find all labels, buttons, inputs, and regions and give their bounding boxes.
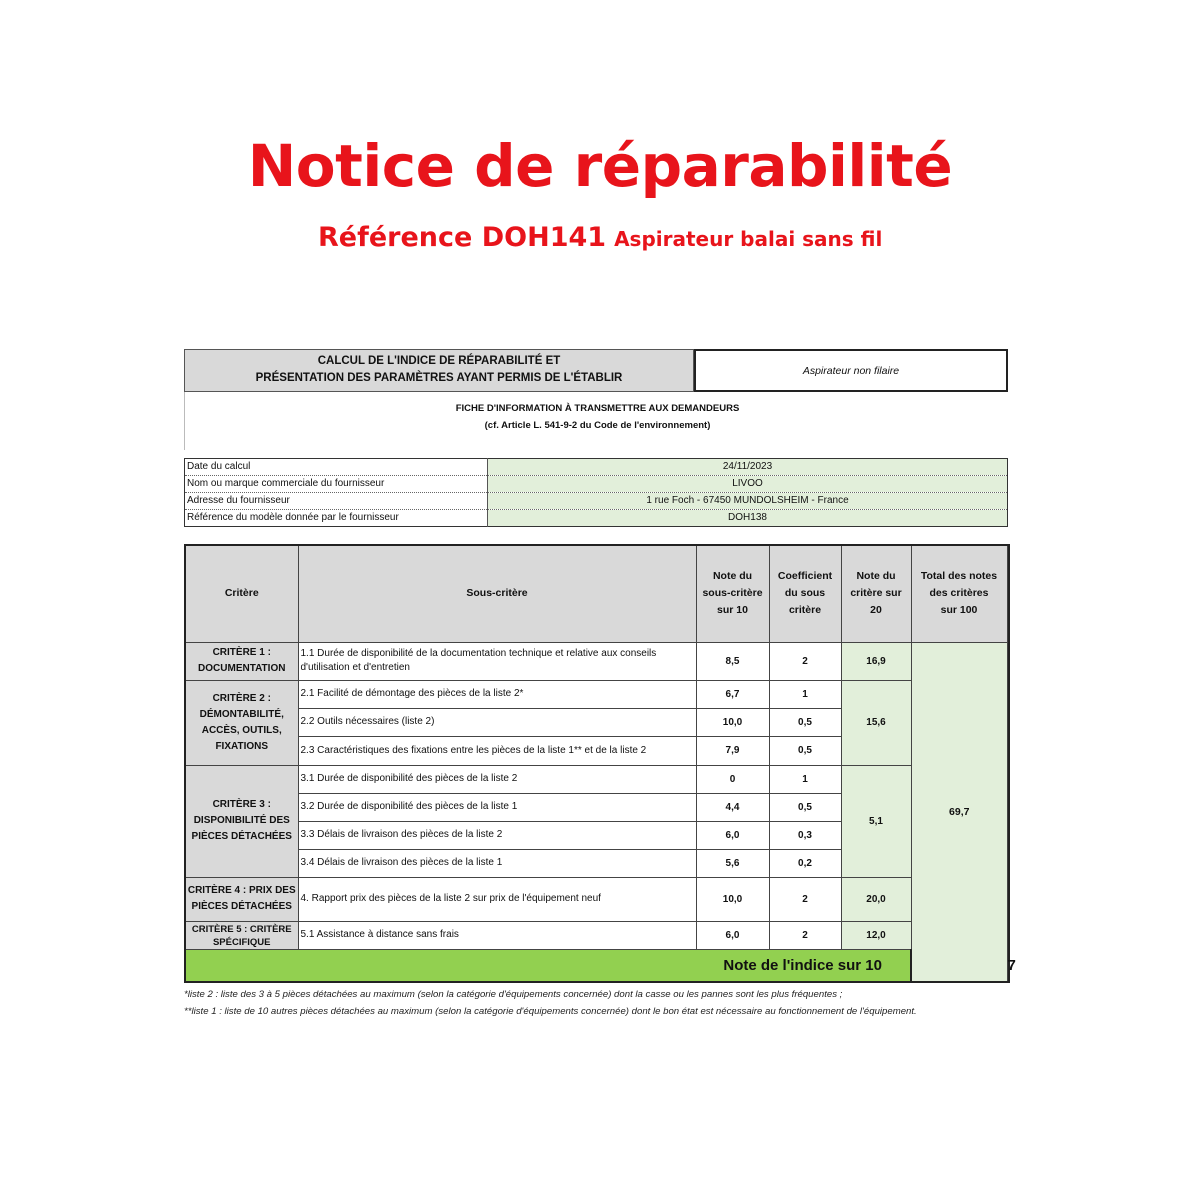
table-row bbox=[185, 642, 1009, 680]
table-header-row bbox=[185, 545, 1009, 642]
reference-text: Référence DOH141 bbox=[318, 222, 607, 253]
criterion-5: CRITÈRE 5 : CRITÈRE SPÉCIFIQUE bbox=[185, 921, 298, 949]
table-row bbox=[185, 680, 1009, 708]
sub-coef: 0,5 bbox=[769, 793, 841, 821]
col-critere: Critère bbox=[185, 545, 298, 642]
sub-criterion-label: 1.1 Durée de disponibilité de la documentation technique et relative aux conseils d'utilisation et d'entretien bbox=[298, 642, 696, 680]
sub-criterion-label: 2.3 Caractéristiques des fixations entre les pièces de la liste 1** et de la liste 2 bbox=[298, 736, 696, 765]
info-value: 24/11/2023 bbox=[488, 459, 1008, 476]
criterion-3: CRITÈRE 3 : DISPONIBILITÉ DES PIÈCES DÉTACHÉES bbox=[185, 765, 298, 877]
sub-criterion-label: 2.1 Facilité de démontage des pièces de la liste 2* bbox=[298, 680, 696, 708]
header-line-2: PRÉSENTATION DES PARAMÈTRES AYANT PERMIS DE L'ÉTABLIR bbox=[255, 372, 623, 384]
sub-criterion-label: 2.2 Outils nécessaires (liste 2) bbox=[298, 708, 696, 736]
col-total: Total des notes des critères sur 100 bbox=[911, 545, 1007, 642]
info-row bbox=[185, 476, 1008, 493]
info-row bbox=[185, 493, 1008, 510]
sub-criterion-label: 5.1 Assistance à distance sans frais bbox=[298, 921, 696, 949]
criterion-score: 5,1 bbox=[841, 765, 911, 877]
sub-criterion-label: 3.4 Délais de livraison des pièces de la liste 1 bbox=[298, 849, 696, 877]
header-line-1: CALCUL DE L'INDICE DE RÉPARABILITÉ ET bbox=[317, 355, 561, 367]
footnote-2: **liste 1 : liste de 10 autres pièces détachées au maximum (selon la catégorie d'équipements concernée) dont le bon état est nécessaire au fonctionnement de l'équipement. bbox=[184, 1005, 917, 1017]
sub-coef: 2 bbox=[769, 921, 841, 949]
col-note-critere: Note du critère sur 20 bbox=[841, 545, 911, 642]
info-label: Date du calcul bbox=[185, 459, 488, 476]
criteria-table bbox=[184, 544, 1016, 983]
sheet-header bbox=[184, 349, 1010, 392]
col-coef: Coefficient du sous critère bbox=[769, 545, 841, 642]
sub-note: 0 bbox=[696, 765, 769, 793]
sub-note: 10,0 bbox=[696, 708, 769, 736]
info-label: Adresse du fournisseur bbox=[185, 493, 488, 510]
sub-coef: 2 bbox=[769, 642, 841, 680]
info-row bbox=[185, 459, 1008, 476]
criterion-score: 20,0 bbox=[841, 877, 911, 921]
criterion-score: 16,9 bbox=[841, 642, 911, 680]
fiche-line-1: FICHE D'INFORMATION À TRANSMETTRE AUX DEMANDEURS bbox=[455, 403, 740, 414]
sheet-header-title bbox=[184, 349, 694, 392]
info-value: DOH138 bbox=[488, 510, 1008, 527]
supplier-info-table bbox=[184, 458, 1008, 527]
sub-note: 6,7 bbox=[696, 680, 769, 708]
criterion-4: CRITÈRE 4 : PRIX DES PIÈCES DÉTACHÉES bbox=[185, 877, 298, 921]
criterion-1: CRITÈRE 1 : DOCUMENTATION bbox=[185, 642, 298, 680]
page-subtitle bbox=[318, 222, 882, 253]
table-row bbox=[185, 765, 1009, 793]
sub-coef: 2 bbox=[769, 877, 841, 921]
info-label: Référence du modèle donnée par le fournisseur bbox=[185, 510, 488, 527]
col-sous-critere: Sous-critère bbox=[298, 545, 696, 642]
sub-coef: 0,5 bbox=[769, 736, 841, 765]
fiche-line-2: (cf. Article L. 541-9-2 du Code de l'environnement) bbox=[484, 420, 711, 431]
footnote-1: *liste 2 : liste des 3 à 5 pièces détachées au maximum (selon la catégorie d'équipements concernée) dont la casse ou les pannes sont les plus fréquentes ; bbox=[184, 989, 843, 1000]
product-text: Aspirateur balai sans fil bbox=[614, 227, 883, 251]
page-title: Notice de réparabilité bbox=[247, 132, 953, 200]
total-score: 69,7 bbox=[911, 642, 1007, 982]
sub-criterion-label: 3.2 Durée de disponibilité des pièces de la liste 1 bbox=[298, 793, 696, 821]
criterion-score: 12,0 bbox=[841, 921, 911, 949]
table-row bbox=[185, 921, 1009, 949]
sub-coef: 0,3 bbox=[769, 821, 841, 849]
info-value: LIVOO bbox=[488, 476, 1008, 493]
sub-note: 5,6 bbox=[696, 849, 769, 877]
sub-coef: 0,5 bbox=[769, 708, 841, 736]
sub-note: 10,0 bbox=[696, 877, 769, 921]
index-value: 7 bbox=[1007, 949, 1009, 982]
criterion-score: 15,6 bbox=[841, 680, 911, 765]
sub-note: 8,5 bbox=[696, 642, 769, 680]
info-label: Nom ou marque commerciale du fournisseur bbox=[185, 476, 488, 493]
repairability-sheet bbox=[184, 349, 1016, 1017]
sub-note: 6,0 bbox=[696, 921, 769, 949]
sub-note: 7,9 bbox=[696, 736, 769, 765]
sub-coef: 0,2 bbox=[769, 849, 841, 877]
info-row bbox=[185, 510, 1008, 527]
footnotes bbox=[184, 987, 1010, 1020]
col-note-sous: Note du sous-critère sur 10 bbox=[696, 545, 769, 642]
info-value: 1 rue Foch - 67450 MUNDOLSHEIM - France bbox=[488, 493, 1008, 510]
category-box: Aspirateur non filaire bbox=[694, 349, 1008, 392]
sub-coef: 1 bbox=[769, 765, 841, 793]
index-row bbox=[185, 949, 1009, 982]
fiche-info bbox=[184, 392, 1010, 450]
sub-note: 6,0 bbox=[696, 821, 769, 849]
sub-criterion-label: 3.1 Durée de disponibilité des pièces de la liste 2 bbox=[298, 765, 696, 793]
index-label: Note de l'indice sur 10 bbox=[185, 949, 911, 982]
sub-criterion-label: 3.3 Délais de livraison des pièces de la liste 2 bbox=[298, 821, 696, 849]
sub-note: 4,4 bbox=[696, 793, 769, 821]
sub-coef: 1 bbox=[769, 680, 841, 708]
table-row bbox=[185, 877, 1009, 921]
criterion-2: CRITÈRE 2 : DÉMONTABILITÉ, ACCÈS, OUTILS, FIXATIONS bbox=[185, 680, 298, 765]
sub-criterion-label: 4. Rapport prix des pièces de la liste 2 sur prix de l'équipement neuf bbox=[298, 877, 696, 921]
